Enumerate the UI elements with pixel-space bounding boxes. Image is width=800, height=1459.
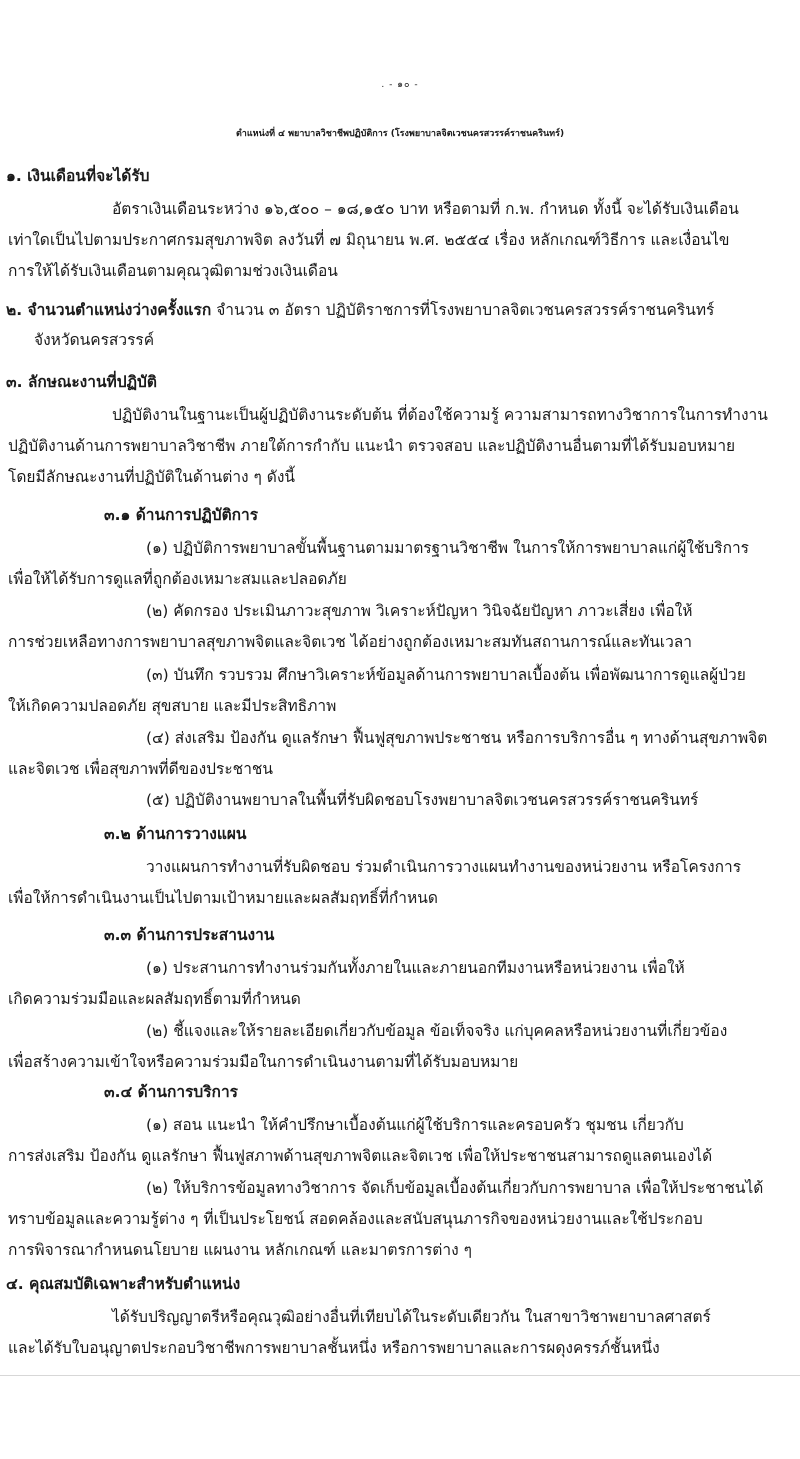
list-item: (๓) บันทึก รวบรวม ศึกษาวิเคราะห์ข้อมูลด้านการพยาบาลเบื้องต้น เพื่อพัฒนาการดูแลผู้ป่วย: [146, 666, 746, 684]
section-4-line: และได้รับใบอนุญาตประกอบวิชาชีพการพยาบาลชั้นหนึ่ง หรือการพยาบาลและการผดุงครรภ์ชั้นหนึ่ง: [8, 1339, 660, 1357]
section-2-heading: ๒. จำนวนตำแหน่งว่างครั้งแรก: [6, 301, 212, 319]
list-item: การพิจารณากำหนดนโยบาย แผนงาน หลักเกณฑ์ และมาตรการต่าง ๆ: [8, 1241, 472, 1259]
list-item: (๒) ให้บริการข้อมูลทางวิชาการ จัดเก็บข้อมูลเบื้องต้นเกี่ยวกับการพยาบาล เพื่อให้ประชาชนได้: [146, 1179, 764, 1197]
section-1-line: การให้ได้รับเงินเดือนตามคุณวุฒิตามช่วงเงินเดือน: [8, 262, 338, 280]
page-number: . - ๑๐ -: [381, 80, 419, 90]
list-item: (๑) ปฏิบัติการพยาบาลขั้นพื้นฐานตามมาตรฐานวิชาชีพ ในการให้การพยาบาลแก่ผู้ใช้บริการ: [146, 539, 750, 557]
section-2-line: [6, 300, 714, 320]
section-4-heading: ๔. คุณสมบัติเฉพาะสำหรับตำแหน่ง: [6, 1275, 241, 1293]
list-item: ทราบข้อมูลและความรู้ต่าง ๆ ที่เป็นประโยชน์ สอดคล้องและสนับสนุนภารกิจของหน่วยงานและใช้ประกอบ: [8, 1210, 703, 1228]
subsection-3-2-line: เพื่อให้การดำเนินงานเป็นไปตามเป้าหมายและผลสัมฤทธิ์ที่กำหนด: [8, 889, 438, 907]
page-title: ตำแหน่งที่ ๔ พยาบาลวิชาชีพปฏิบัติการ (โรงพยาบาลจิตเวชนครสวรรค์ราชนครินทร์): [235, 129, 565, 139]
section-2-text: จำนวน ๓ อัตรา ปฏิบัติราชการที่โรงพยาบาลจิตเวชนครสวรรค์ราชนครินทร์: [216, 301, 715, 319]
subsection-3-3-heading: ๓.๓ ด้านการประสานงาน: [104, 926, 275, 944]
subsection-3-2-heading: ๓.๒ ด้านการวางแผน: [104, 825, 247, 843]
list-item: และจิตเวช เพื่อสุขภาพที่ดีของประชาชน: [8, 760, 274, 778]
section-4-line: ได้รับปริญญาตรีหรือคุณวุฒิอย่างอื่นที่เทียบได้ในระดับเดียวกัน ในสาขาวิชาพยาบาลศาสตร์: [112, 1308, 711, 1326]
list-item: เพื่อให้ได้รับการดูแลที่ถูกต้องเหมาะสมและปลอดภัย: [8, 570, 347, 588]
subsection-3-4-heading: ๓.๔ ด้านการบริการ: [104, 1083, 238, 1101]
section-3-intro: ปฏิบัติงานด้านการพยาบาลวิชาชีพ ภายใต้การกำกับ แนะนำ ตรวจสอบ และปฏิบัติงานอื่นตามที่ได้รับมอบหมาย: [8, 437, 736, 455]
list-item: การช่วยเหลือทางการพยาบาลสุขภาพจิตและจิตเวช ได้อย่างถูกต้องเหมาะสมทันสถานการณ์และทันเวลา: [8, 633, 692, 651]
section-1-line: เท่าใดเป็นไปตามประกาศกรมสุขภาพจิต ลงวันที่ ๗ มิถุนายน พ.ศ. ๒๕๕๔ เรื่อง หลักเกณฑ์วิธีการ และเงื่อนไข: [8, 231, 730, 249]
list-item: (๕) ปฏิบัติงานพยาบาลในพื้นที่รับผิดชอบโรงพยาบาลจิตเวชนครสวรรค์ราชนครินทร์: [146, 791, 699, 809]
section-1-line: อัตราเงินเดือนระหว่าง ๑๖,๕๐๐ – ๑๘,๑๕๐ บาท หรือตามที่ ก.พ. กำหนด ทั้งนี้ จะได้รับเงินเดือน: [112, 200, 739, 218]
list-item: (๔) ส่งเสริม ป้องกัน ดูแลรักษา ฟื้นฟูสุขภาพประชาชน หรือการบริการอื่น ๆ ทางด้านสุขภาพจิต: [146, 729, 768, 747]
list-item: การส่งเสริม ป้องกัน ดูแลรักษา ฟื้นฟูสภาพด้านสุขภาพจิตและจิตเวช เพื่อให้ประชาชนสามารถดูแลตนเองได้: [8, 1147, 713, 1165]
section-3-intro: ปฏิบัติงานในฐานะเป็นผู้ปฏิบัติงานระดับต้น ที่ต้องใช้ความรู้ ความสามารถทางวิชาการในการทำงาน: [112, 406, 768, 424]
list-item: (๑) สอน แนะนำ ให้คำปรึกษาเบื้องต้นแก่ผู้ใช้บริการและครอบครัว ชุมชน เกี่ยวกับ: [146, 1116, 684, 1134]
list-item: (๑) ประสานการทำงานร่วมกันทั้งภายในและภายนอกทีมงานหรือหน่วยงาน เพื่อให้: [146, 959, 685, 977]
page-bottom-divider: [0, 1375, 800, 1376]
section-3-intro: โดยมีลักษณะงานที่ปฏิบัติในด้านต่าง ๆ ดังนี้: [8, 468, 296, 486]
list-item: (๒) ชี้แจงและให้รายละเอียดเกี่ยวกับข้อมูล ข้อเท็จจริง แก่บุคคลหรือหน่วยงานที่เกี่ยวข้อง: [146, 1022, 728, 1040]
section-2-line: จังหวัดนครสวรรค์: [34, 331, 155, 349]
section-3-heading: ๓. ลักษณะงานที่ปฏิบัติ: [6, 373, 157, 391]
list-item: ให้เกิดความปลอดภัย สุขสบาย และมีประสิทธิภาพ: [8, 697, 337, 715]
subsection-3-1-heading: ๓.๑ ด้านการปฏิบัติการ: [104, 506, 259, 524]
list-item: เพื่อสร้างความเข้าใจหรือความร่วมมือในการดำเนินงานตามที่ได้รับมอบหมาย: [8, 1053, 519, 1071]
list-item: เกิดความร่วมมือและผลสัมฤทธิ์ตามที่กำหนด: [8, 990, 301, 1008]
list-item: (๒) คัดกรอง ประเมินภาวะสุขภาพ วิเคราะห์ปัญหา วินิจฉัยปัญหา ภาวะเสี่ยง เพื่อให้: [146, 602, 693, 620]
subsection-3-2-line: วางแผนการทำงานที่รับผิดชอบ ร่วมดำเนินการวางแผนทำงานของหน่วยงาน หรือโครงการ: [146, 858, 742, 876]
section-1-heading: ๑. เงินเดือนที่จะได้รับ: [6, 167, 150, 185]
